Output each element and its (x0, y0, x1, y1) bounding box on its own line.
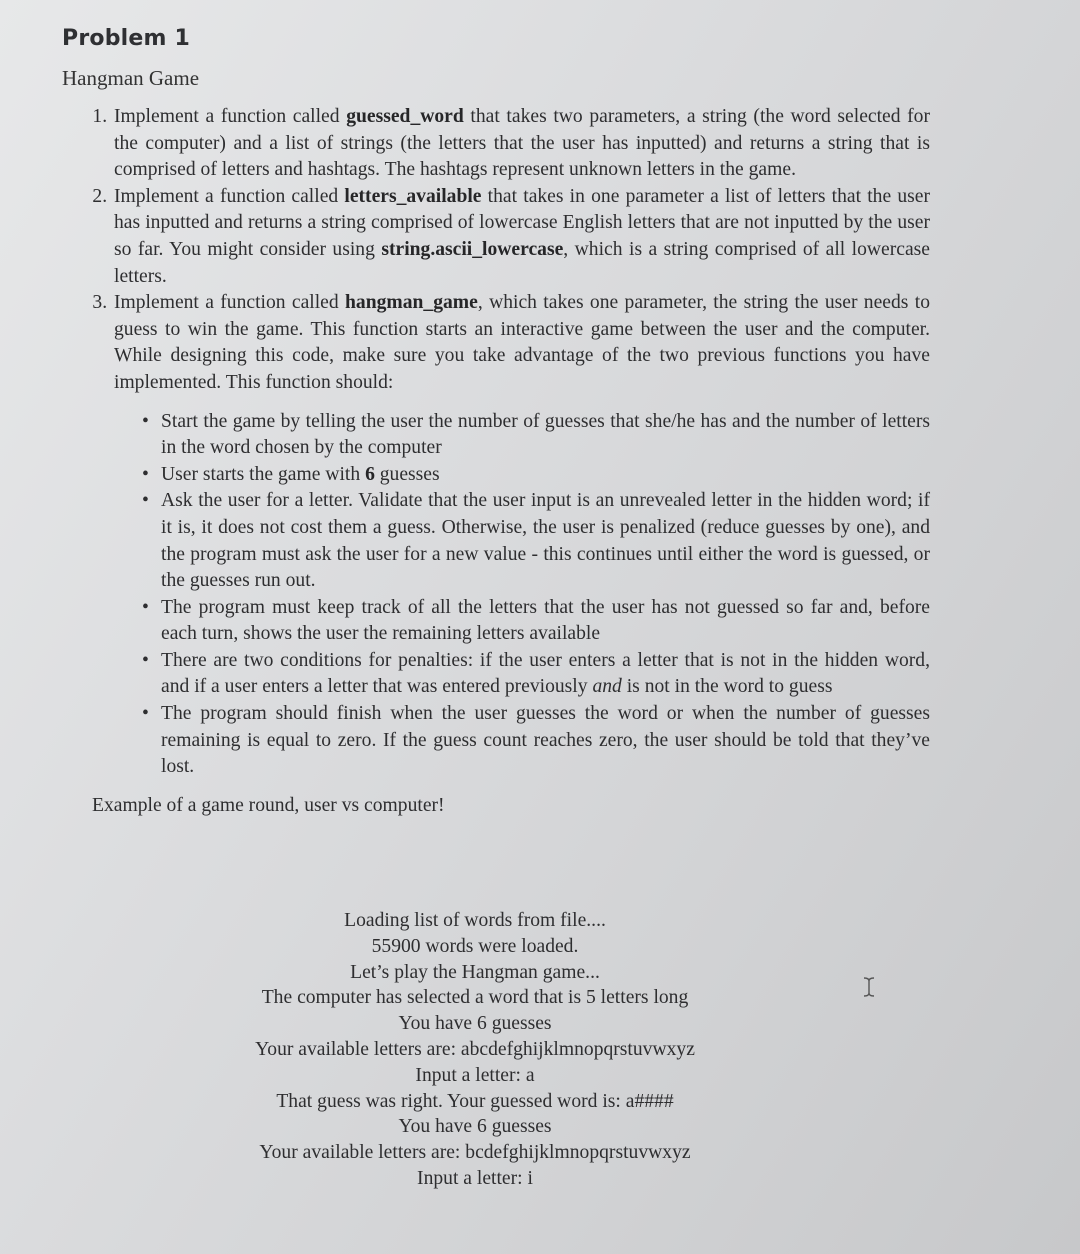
task-item-letters-available: 2. Implement a function called letters_available that takes in one parameter a list of letters that the user has inputted and returns a string comprised of lowercase English letters that are not inputted by the user so far. You might consider using string.ascii_lowercase, which is a string comprised of all lowercase letters. (112, 184, 930, 290)
function-name: guessed_word (346, 106, 464, 127)
example-label: Example of a game round, user vs computer! (92, 794, 445, 816)
console-line: Loading list of words from file.... (344, 910, 606, 931)
console-line: The computer has selected a word that is 5 letters long (261, 987, 689, 1009)
requirement-item: • Start the game by telling the user the number of guesses that she/he has and the number of letters in the word chosen by the computer (142, 410, 930, 459)
console-line: Your available letters are: bcdefghijklmnopqrstuvwxyz (259, 1142, 691, 1164)
requirement-list (114, 409, 930, 781)
example-console-output (210, 908, 740, 1192)
problem-title: Problem 1 (62, 26, 190, 51)
requirement-item: • User starts the game with 6 guesses (161, 462, 930, 489)
console-line: Input a letter: a (415, 1064, 535, 1086)
console-line: Input a letter: i (417, 1167, 533, 1189)
requirement-item: • The program should finish when the user guesses the word or when the number of guesses remaining is equal to zero. If the guess count reaches zero, the user should be told that they’ve lost. (142, 703, 930, 778)
text-cursor-icon (860, 976, 878, 998)
task-item-hangman-game: 3. Implement a function called hangman_game, which takes one parameter, the string the user needs to guess to win the game. This function starts an interactive game between the user and the computer. While designing this code, make sure you take advantage of the two previous functions you have implemented. This function should: • Start the game by telling the user the number of guesses that she/he has and the number of letters in the word chosen by the computer • User starts the game with 6 guesses • Ask the user for a letter. Validate that the user input is an unrevealed letter in the hidden word; if it is, it does not cost them a guess. Otherwise, the user is penalized (reduce guesses by one), and the program must ask the user for a new value - this continues until either the word is guessed, or the guesses run out. • The program must keep track of all the letters that the user has not guessed so far and, before each turn, shows the user the remaining letters available • There are two conditions for penalties: if the user enters a letter that is not in the hidden word, and if a user enters a letter that was entered previously and is not in the word to guess • The program should finish when the user guesses the word or when the number of guesses remaining is equal to zero. If the guess count reaches zero, the user should be told that they’ve lost. (112, 290, 930, 781)
assignment-subtitle: Hangman Game (62, 66, 200, 90)
bullet-icon: • (142, 410, 149, 432)
requirement-item: • Ask the user for a letter. Validate that the user input is an unrevealed letter in the hidden word; if it is, it does not cost them a guess. Otherwise, the user is penalized (reduce guesses by one), and the program must ask the user for a new value - this continues until either the word is guessed, or the guesses run out. (142, 490, 930, 592)
console-line: Let’s play the Hangman game... (350, 961, 600, 983)
library-reference: string.ascii_lowercase (381, 238, 564, 260)
requirement-item: • There are two conditions for penalties: if the user enters a letter that is not in the hidden word, and if a user enters a letter that was entered previously and is not in the word to guess (142, 649, 930, 698)
console-line: You have 6 guesses (398, 1013, 552, 1035)
bullet-icon: • (142, 463, 149, 485)
bullet-icon: • (142, 649, 149, 671)
bullet-icon: • (142, 703, 149, 725)
requirement-item: • The program must keep track of all the letters that the user has not guessed so far and, before each turn, shows the user the remaining letters available (142, 596, 930, 645)
assignment-body (84, 104, 930, 819)
console-line: 55900 words were loaded. (371, 935, 579, 957)
bullet-icon: • (142, 596, 149, 618)
function-name: letters_available (344, 185, 482, 207)
task-list (84, 104, 930, 781)
console-line: Your available letters are: abcdefghijklmnopqrstuvwxyz (255, 1038, 695, 1060)
console-line: That guess was right. Your guessed word is: a#### (276, 1090, 674, 1112)
task-item-guessed-word: 1. Implement a function called guessed_word that takes two parameters, a string (the word selected for the computer) and a list of strings (the letters that the user has inputted) and returns a string that is comprised of letters and hashtags. The hashtags represent unknown letters in the game. (112, 104, 930, 184)
bullet-icon: • (142, 490, 149, 512)
console-line: You have 6 guesses (398, 1116, 552, 1138)
function-name: hangman_game (345, 292, 478, 314)
